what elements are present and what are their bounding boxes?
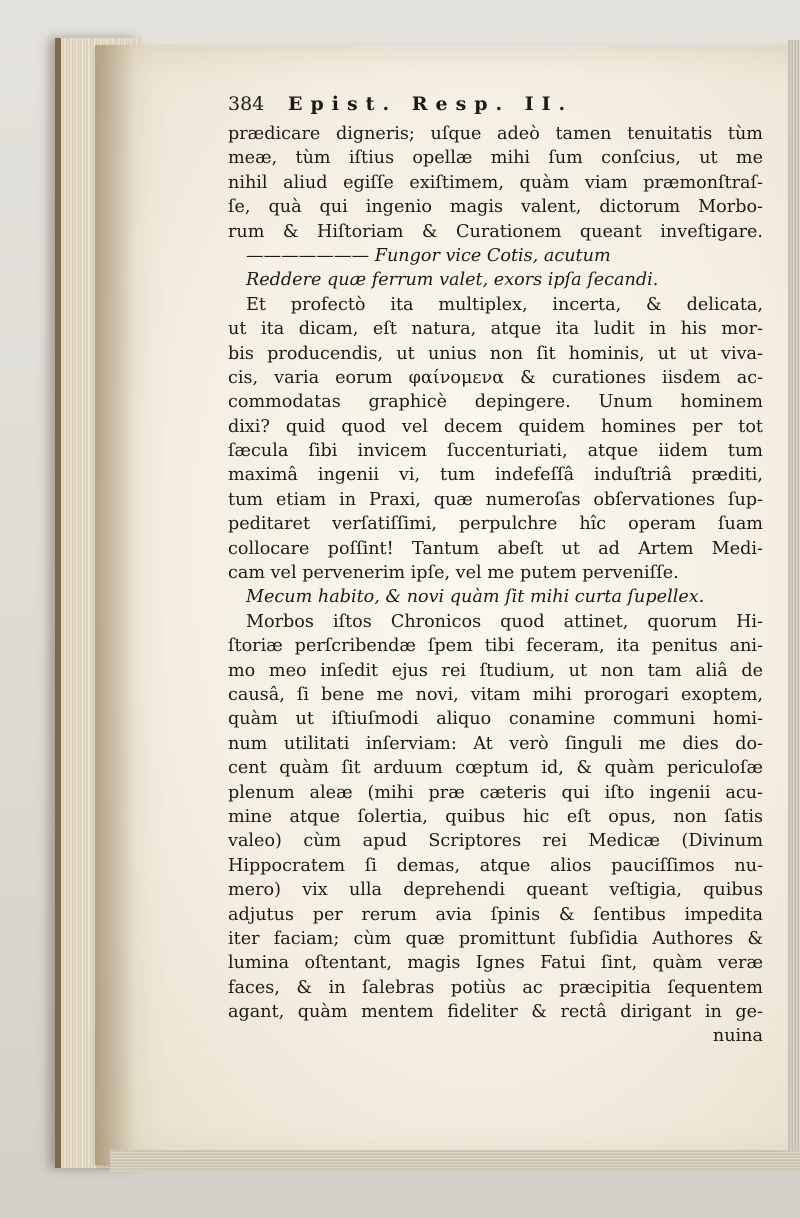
text-line: maximâ ingenii vi, tum indefeſſâ induſtriâ præditi, — [228, 465, 763, 486]
gutter-shadow — [95, 45, 135, 1165]
page-number: 384 — [228, 93, 265, 115]
text-line: ſæcula ſibi invicem ſuccenturiati, atque iidem tum — [228, 441, 763, 462]
running-head: Epist. Resp. II. — [288, 93, 574, 115]
verse-line: Mecum habito, & novi quàm ſit mihi curta ſupellex. — [246, 587, 705, 608]
text-line: valeo) cùm apud Scriptores rei Medicæ (Divinum — [228, 831, 763, 852]
text-line: agant, quàm mentem fideliter & rectâ dirigant in ge- — [228, 1002, 763, 1023]
text-line: quàm ut iſtiuſmodi aliquo conamine communi homi- — [228, 709, 763, 730]
verse-line: ——————— Fungor vice Cotis, acutum — [246, 245, 611, 266]
text-line: tum etiam in Praxi, quæ numeroſas obſervationes ſup- — [228, 489, 763, 510]
text-line: Hippocratem ſi demas, atque alios pauciſſimos nu- — [228, 855, 763, 876]
text-line: ut ita dicam, eſt natura, atque ita ludit in his mor- — [228, 319, 763, 340]
text-line: ſtoriæ perſcribendæ ſpem tibi feceram, ita penitus ani- — [228, 636, 763, 657]
text-line: prædicare digneris; uſque adeò tamen tenuitatis tùm — [228, 124, 763, 144]
page-text — [228, 92, 763, 1049]
text-line: dixi? quid quod vel decem quidem homines per tot — [228, 416, 763, 437]
right-page-edges — [788, 40, 800, 1170]
text-line: mo meo inſedit ejus rei ſtudium, ut non tam aliâ de — [228, 660, 763, 681]
text-line: lumina oſtentant, magis Ignes Fatui ſint, quàm veræ — [228, 953, 763, 974]
text-line: Et profectò ita multiplex, incerta, & delicata, — [246, 294, 763, 315]
text-line: iter faciam; cùm quæ promittunt ſubſidia Authores & — [228, 928, 763, 949]
text-line: faces, & in ſalebras potiùs ac præcipitia ſequentem — [228, 977, 763, 998]
verse-line: Reddere quæ ferrum valet, exors ipſa ſecandi. — [246, 270, 659, 291]
text-line: peditaret verſatiſſimi, perpulchre hîc operam ſuam — [228, 514, 763, 535]
text-line: Morbos iſtos Chronicos quod attinet, quorum Hi- — [246, 611, 763, 632]
text-line: cent quàm ſit arduum cœptum id, & quàm periculoſæ — [228, 758, 763, 779]
text-line: plenum aleæ (mihi præ cæteris qui iſto ingenii acu- — [228, 782, 763, 803]
text-line: meæ, tùm iſtius opellæ mihi ſum conſcius, ut me — [228, 148, 763, 169]
text-line: collocare poſſint! Tantum abeſt ut ad Artem Medi- — [228, 538, 763, 559]
bottom-page-edges — [110, 1150, 800, 1172]
text-line: num utilitati inſerviam: At verò ſinguli me dies do- — [228, 733, 763, 754]
text-line: ſe, quà qui ingenio magis valent, dictorum Morbo- — [228, 197, 763, 218]
text-line: nihil aliud egiſſe exiſtimem, quàm viam præmonſtraſ- — [228, 172, 763, 193]
text-line: commodatas graphicè depingere. Unum hominem — [228, 392, 763, 413]
text-line: adjutus per rerum avia ſpinis & ſentibus impedita — [228, 904, 763, 925]
text-line: cam vel pervenerim ipſe, vel me putem perveniſſe. — [228, 563, 679, 584]
catchword: nuina — [712, 1026, 763, 1047]
text-line: causâ, ſi bene me novi, vitam mihi prorogari exoptem, — [228, 684, 763, 705]
text-line: mero) vix ulla deprehendi queant veſtigia, quibus — [228, 880, 763, 901]
text-line: bis producendis, ut unius non ſit hominis, ut ut viva- — [228, 343, 763, 364]
text-line: cis, varia eorum φαίνομενα & curationes iisdem ac- — [228, 367, 763, 388]
page-header — [228, 92, 763, 118]
text-line: mine atque ſolertia, quibus hic eſt opus, non ſatis — [228, 806, 763, 827]
text-line: rum & Hiſtoriam & Curationem queant inveſtigare. — [228, 221, 763, 242]
